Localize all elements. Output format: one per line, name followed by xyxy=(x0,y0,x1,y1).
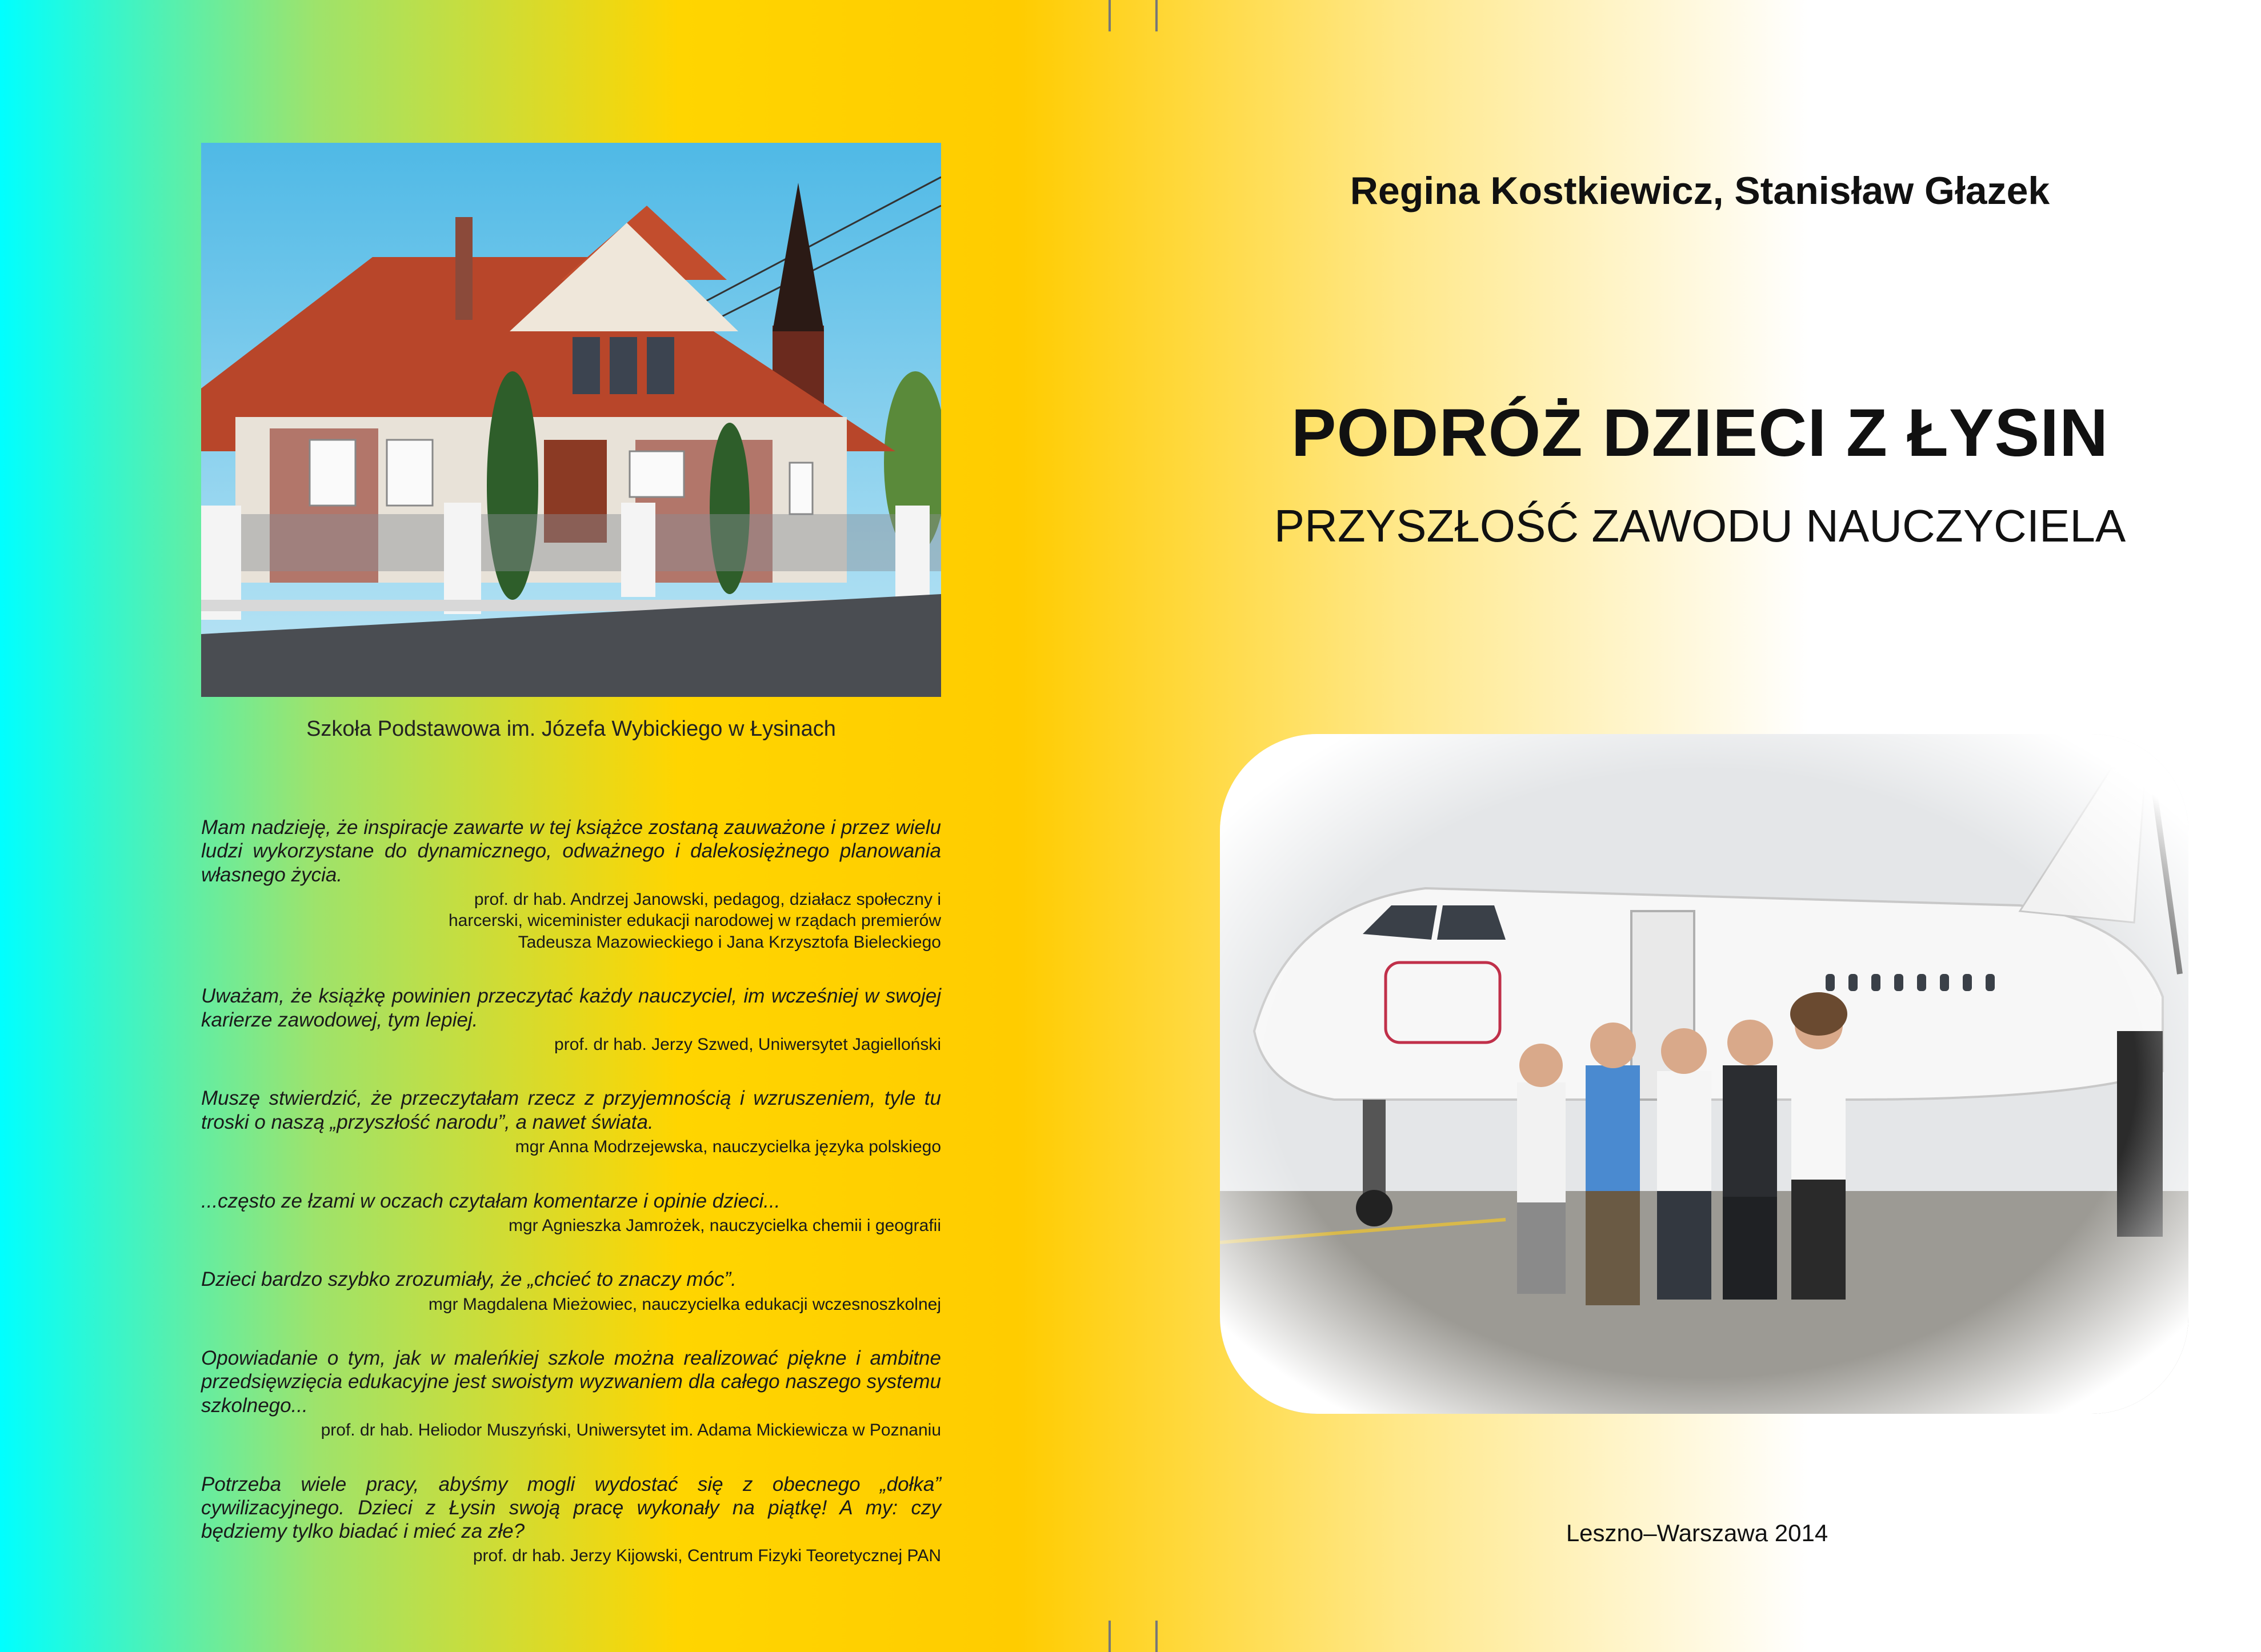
quote-text: Mam nadzieję, że inspiracje zawarte w tej książce zostaną zauważone i przez wielu ludzi wykorzystane do dynamicznego, odważnego i dalekosiężnego planowania własnego życia. xyxy=(201,816,941,886)
crop-mark xyxy=(1155,0,1158,31)
crop-mark xyxy=(1109,0,1111,31)
quote xyxy=(201,1086,941,1157)
quote-author: prof. dr hab. Andrzej Janowski, pedagog, działacz społeczny i harcerski, wiceminister edukacji narodowej w rządach premierów Tadeusza Mazowieckiego i Jana Krzysztofa Bieleckiego xyxy=(448,889,941,952)
quote-author: mgr Agnieszka Jamrożek, nauczycielka chemii i geografii xyxy=(509,1216,941,1235)
quote-author: prof. dr hab. Jerzy Szwed, Uniwersytet Jagielloński xyxy=(554,1034,941,1054)
quote-text: ...często ze łzami w oczach czytałam komentarze i opinie dzieci... xyxy=(201,1189,781,1212)
crop-mark xyxy=(1109,1621,1111,1652)
quote-text: Muszę stwierdzić, że przeczytałam rzecz z przyjemnością i wzruszeniem, tyle tu troski o naszą „przyszłość narodu”, a nawet świata. xyxy=(201,1087,941,1133)
quote-text: Opowiadanie o tym, jak w maleńkiej szkole można realizować piękne i ambitne przedsięwzięcia edukacyjne jest swoistym wyzwaniem dla całego naszego systemu szkolnego... xyxy=(201,1347,941,1417)
quote xyxy=(201,816,941,953)
book-authors: Regina Kostkiewicz, Stanisław Głazek xyxy=(1350,169,2050,212)
photo-caption: Szkoła Podstawowa im. Józefa Wybickiego w Łysinach xyxy=(306,717,836,741)
airplane-photo xyxy=(1220,734,2188,1414)
quote-author: mgr Magdalena Mieżowiec, nauczycielka edukacji wczesnoszkolnej xyxy=(428,1294,941,1314)
quotes-list xyxy=(201,816,941,1598)
quote xyxy=(201,1473,941,1567)
quote xyxy=(201,1268,941,1315)
crop-mark xyxy=(1155,1621,1158,1652)
quote xyxy=(201,1189,941,1237)
quote xyxy=(201,1346,941,1441)
quote-author: prof. dr hab. Heliodor Muszyński, Uniwersytet im. Adama Mickiewicza w Poznaniu xyxy=(321,1421,941,1440)
book-title: PODRÓŻ DZIECI Z ŁYSIN xyxy=(1291,395,2109,471)
quote xyxy=(201,984,941,1055)
quote-text: Potrzeba wiele pracy, abyśmy mogli wydostać się z obecnego „dołka” cywilizacyjnego. Dzieci z Łysin swoją pracę wykonały na piątkę! A my: czy będziemy tylko biadać i mieć za złe? xyxy=(201,1473,941,1543)
quote-text: Dzieci bardzo szybko zrozumiały, że „chcieć to znaczy móc”. xyxy=(201,1268,737,1291)
school-photo xyxy=(201,143,941,697)
quote-author: mgr Anna Modrzejewska, nauczycielka języka polskiego xyxy=(515,1137,941,1157)
quote-author: prof. dr hab. Jerzy Kijowski, Centrum Fizyki Teoretycznej PAN xyxy=(473,1546,941,1566)
quote-text: Uważam, że książkę powinien przeczytać każdy nauczyciel, im wcześniej w swojej karierze zawodowej, tym lepiej. xyxy=(201,985,941,1031)
book-subtitle: PRZYSZŁOŚĆ ZAWODU NAUCZYCIELA xyxy=(1274,500,2126,551)
publisher-imprint: Leszno–Warszawa 2014 xyxy=(1566,1519,1828,1546)
